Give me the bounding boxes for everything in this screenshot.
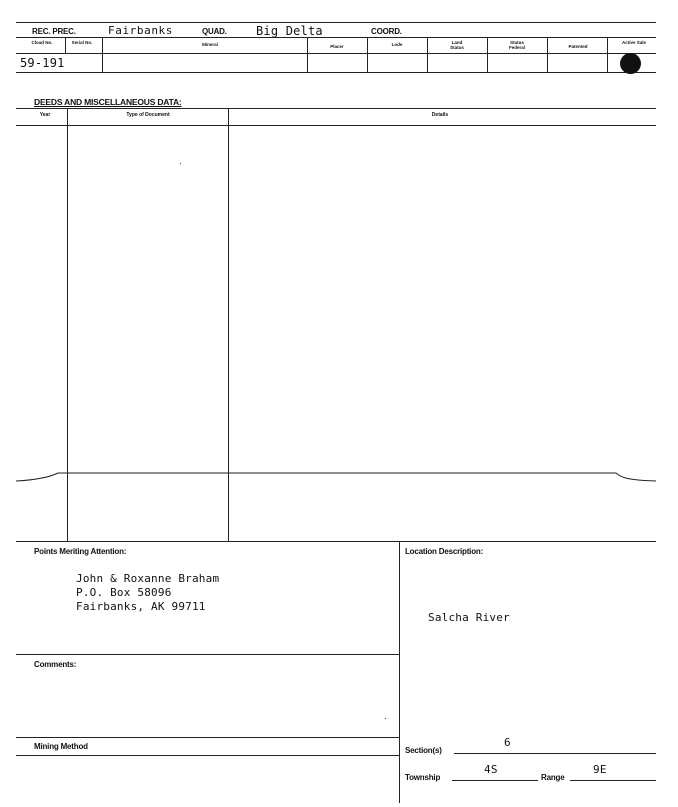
active-sale-marker <box>620 53 641 74</box>
deeds-col-year: Year <box>39 112 51 118</box>
scan-speck <box>180 163 181 164</box>
township-blank-line <box>452 780 538 781</box>
points-line-3: Fairbanks, AK 99711 <box>76 600 206 613</box>
page-fold-line <box>0 460 678 500</box>
comments-label: Comments: <box>34 660 77 669</box>
deeds-col-details: Details <box>431 112 449 118</box>
claim-number: 59-191 <box>20 56 65 70</box>
claims-col-div <box>367 38 368 72</box>
section-label: Section(s) <box>405 746 442 755</box>
deeds-col-type: Type of Document <box>126 112 170 118</box>
coord-extension-rule <box>545 22 656 23</box>
claims-row-bottom-rule <box>16 72 656 73</box>
rec-prec-label: REC. PREC. <box>32 27 76 36</box>
range-blank-line <box>570 780 656 781</box>
quad-label: QUAD. <box>202 27 227 36</box>
col-serial-no: Serial No. <box>71 40 93 45</box>
col-mineral: Mineral <box>202 42 218 47</box>
section-blank-line <box>454 753 656 754</box>
quad-value: Big Delta <box>256 24 323 38</box>
comments-top-rule <box>16 654 399 655</box>
claims-col-div <box>102 38 103 72</box>
section-value: 6 <box>504 736 511 749</box>
rec-prec-value: Fairbanks <box>108 24 174 37</box>
comments-speck <box>385 718 386 719</box>
claims-col-div <box>547 38 548 72</box>
claims-header-bottom-rule <box>16 53 656 54</box>
location-value: Salcha River <box>428 611 510 624</box>
coord-label: COORD. <box>371 27 402 36</box>
col-land-status: Land Status <box>450 40 464 50</box>
location-label: Location Description: <box>405 547 484 556</box>
points-label: Points Meriting Attention: <box>34 547 127 556</box>
claims-col-div <box>427 38 428 72</box>
points-line-2: P.O. Box 58096 <box>76 586 172 599</box>
claims-col-div <box>307 38 308 72</box>
deeds-header-top-rule <box>16 108 656 109</box>
range-label: Range <box>541 773 565 782</box>
col-patented: Patented <box>568 44 588 49</box>
township-label: Township <box>405 773 441 782</box>
deeds-section-title: DEEDS AND MISCELLANEOUS DATA: <box>34 97 182 107</box>
claims-header-top-rule <box>16 37 656 38</box>
claims-col-div <box>65 38 66 53</box>
col-status-federal: Status Federal <box>508 40 525 50</box>
mining-top-rule <box>16 737 399 738</box>
mining-label: Mining Method <box>34 742 88 751</box>
col-lode: Lode <box>391 42 403 47</box>
deeds-bottom-rule <box>16 541 656 542</box>
claims-col-div <box>607 38 608 72</box>
mining-bottom-rule <box>16 755 399 756</box>
col-active-sale: Active Sale <box>622 40 647 45</box>
claims-col-div <box>487 38 488 72</box>
deeds-header-bottom-rule <box>16 125 656 126</box>
range-value: 9E <box>593 763 607 776</box>
township-value: 4S <box>484 763 498 776</box>
col-claim-no: Cload No. <box>31 40 53 45</box>
col-placer: Placer <box>330 44 344 49</box>
lower-center-divider <box>399 541 400 803</box>
points-line-1: John & Roxanne Braham <box>76 572 220 585</box>
